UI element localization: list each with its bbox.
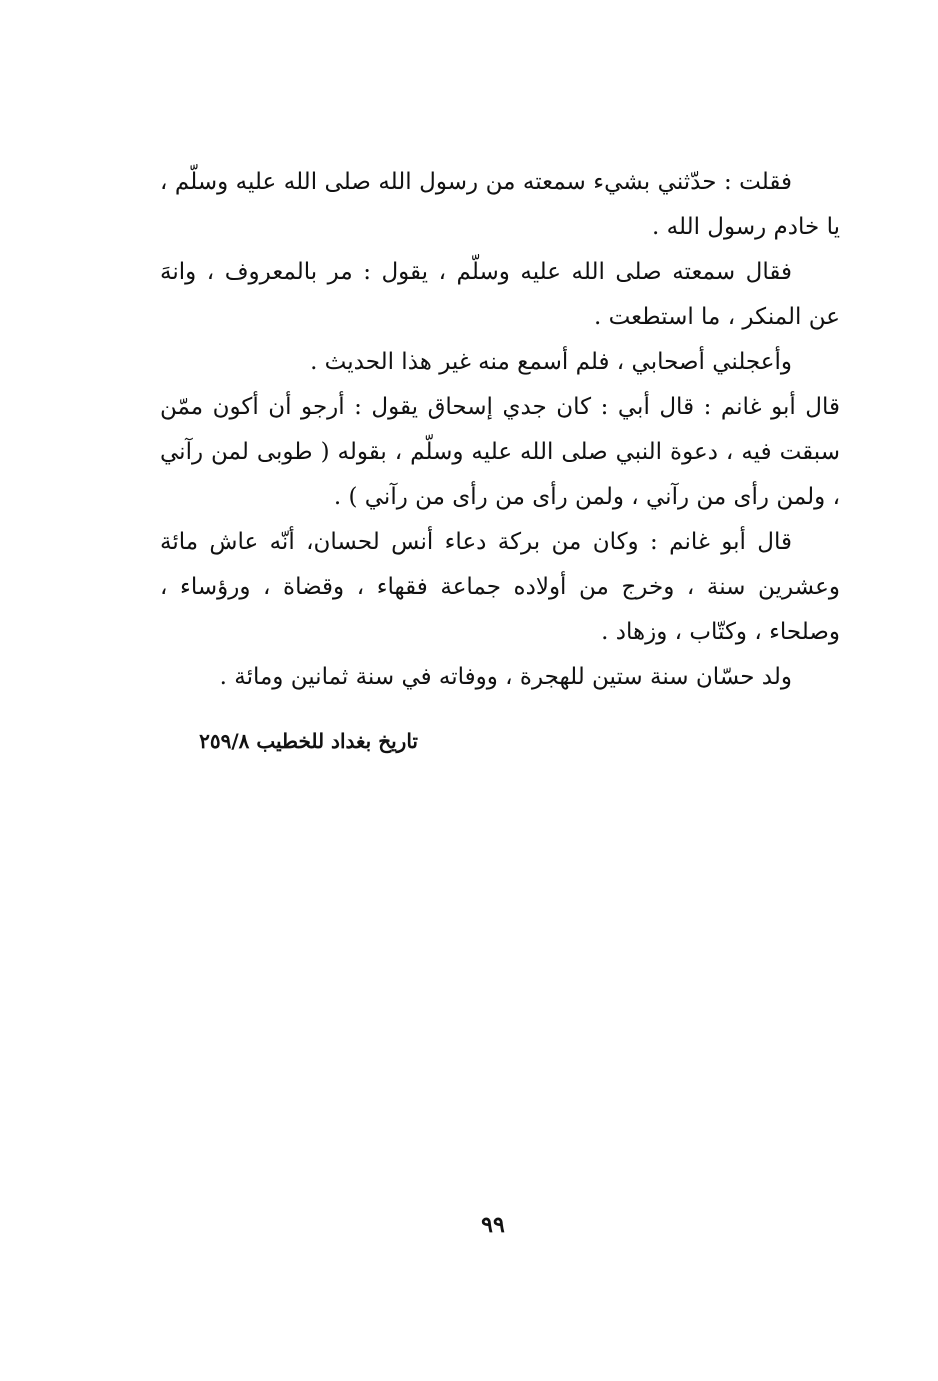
paragraph-2: فقال سمعته صلى الله عليه وسلّم ، يقول : مر بالمعروف ، وانهَ عن المنكر ، ما استطعت . [160, 259, 840, 330]
paragraph-6: ولد حسّان سنة ستين للهجرة ، ووفاته في سنة ثمانين ومائة . [219, 664, 792, 690]
body-text [160, 160, 840, 700]
page-number: ٩٩ [481, 1212, 505, 1238]
paragraph-1: فقلت : حدّثني بشيء سمعته من رسول الله صلى الله عليه وسلّم ، يا خادم رسول الله . [160, 169, 840, 240]
source-citation: تاريخ بغداد للخطيب ٢٥٩/٨ [199, 729, 418, 753]
paragraph-5: قال أبو غانم : وكان من بركة دعاء أنس لحسان، أنّه عاش مائة وعشرين سنة ، وخرج من أولاده جماعة فقهاء ، وقضاة ، ورؤساء ، وصلحاء ، وكتّاب ، وزهاد . [160, 529, 840, 645]
paragraph-4: قال أبو غانم : قال أبي : كان جدي إسحاق يقول : أرجو أن أكون ممّن سبقت فيه ، دعوة النبي صلى الله عليه وسلّم ، بقوله ( طوبى لمن رآني ، ولمن رأى من رآني ، ولمن رأى من رأى من رآني ) . [160, 394, 840, 510]
paragraph-3: وأعجلني أصحابي ، فلم أسمع منه غير هذا الحديث . [310, 349, 792, 375]
